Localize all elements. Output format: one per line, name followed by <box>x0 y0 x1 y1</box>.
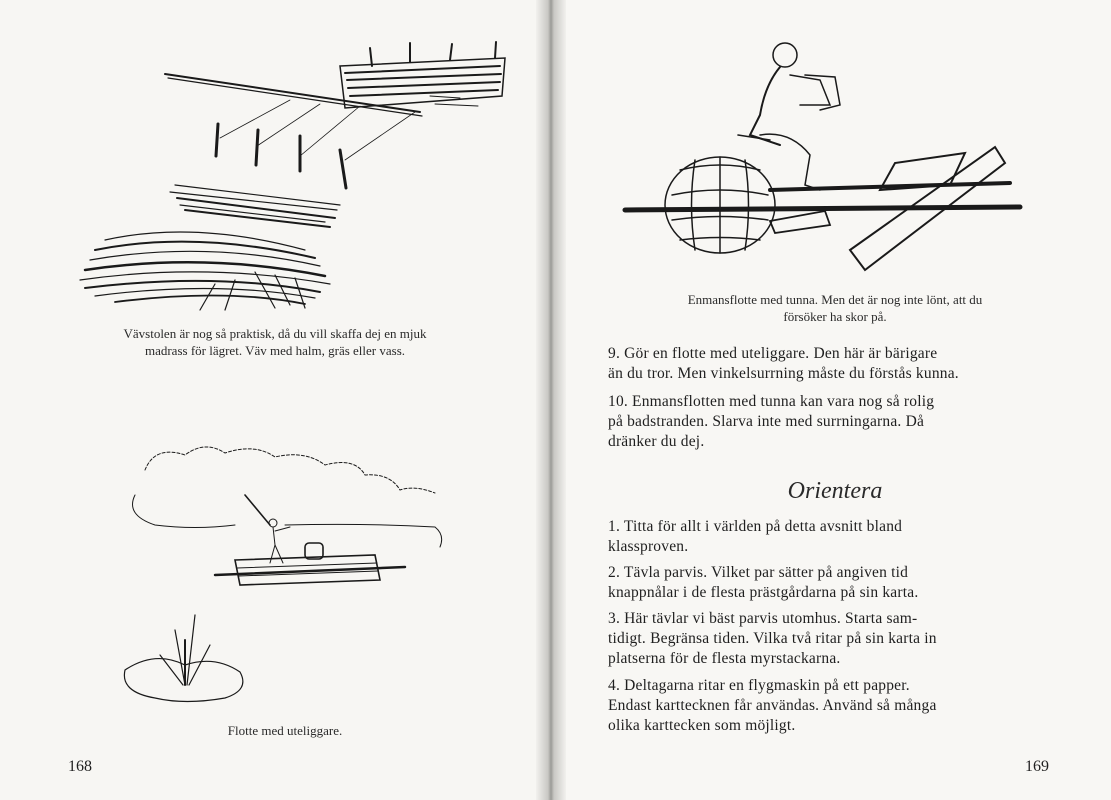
straw-mat-illustration <box>75 180 345 315</box>
paragraph-9 <box>608 344 1028 384</box>
item-1-line-2: klassproven. <box>608 538 689 555</box>
paragraph-9-line-1: 9. Gör en flotte med uteliggare. Den här är bärigare <box>608 345 938 362</box>
reed-illustration <box>115 610 255 710</box>
item-3-line-2: tidigt. Begränsa tiden. Vilka två ritar på sin karta in <box>608 630 937 647</box>
paragraph-9-line-2: än du tror. Men vinkelsurrning måste du förstås kunna. <box>608 365 959 382</box>
item-1 <box>608 517 1028 557</box>
item-4-line-1: 4. Deltagarna ritar en flygmaskin på ett papper. <box>608 677 910 694</box>
item-2-line-2: knappnålar i de flesta prästgårdarna på sin karta. <box>608 584 919 601</box>
paragraph-10-line-2: på badstranden. Slarva inte med surrningarna. Då <box>608 413 925 430</box>
item-3-line-1: 3. Här tävlar vi bäst parvis utomhus. Starta sam- <box>608 610 918 627</box>
barrel-raft-caption-line-2: försöker ha skor på. <box>783 309 887 324</box>
paragraph-10-line-1: 10. Enmansflotten med tunna kan vara nog så rolig <box>608 393 935 410</box>
loom-caption-line-1: Vävstolen är nog så praktisk, då du vill skaffa dej en mjuk <box>123 326 427 341</box>
item-3 <box>608 609 1028 669</box>
page-number-left: 168 <box>68 758 92 775</box>
item-3-line-3: platserna för de flesta myrstackarna. <box>608 650 841 667</box>
barrel-raft-illustration <box>620 35 1050 285</box>
raft-illustration <box>115 435 455 605</box>
item-1-line-1: 1. Titta för allt i världen på detta avsnitt bland <box>608 518 903 535</box>
item-4-line-2: Endast karttecknen får användas. Använd så många <box>608 697 937 714</box>
section-heading-orientera: Orientera <box>787 478 883 504</box>
page-number-right: 169 <box>1025 758 1049 775</box>
item-2 <box>608 563 1028 603</box>
loom-caption-line-2: madrass för lägret. Väv med halm, gräs eller vass. <box>144 343 406 358</box>
item-4 <box>608 676 1028 736</box>
barrel-raft-caption-line-1: Enmansflotte med tunna. Men det är nog inte lönt, att du <box>687 292 983 307</box>
paragraph-10-line-3: dränker du dej. <box>608 433 705 450</box>
barrel-raft-caption <box>600 291 1070 325</box>
item-4-line-3: olika karttecken som möjligt. <box>608 717 796 734</box>
book-gutter <box>536 0 566 800</box>
item-2-line-1: 2. Tävla parvis. Vilket par sätter på angiven tid <box>608 564 909 581</box>
raft-caption: Flotte med uteliggare. <box>227 723 343 738</box>
paragraph-10 <box>608 392 1028 452</box>
loom-caption <box>30 325 520 359</box>
